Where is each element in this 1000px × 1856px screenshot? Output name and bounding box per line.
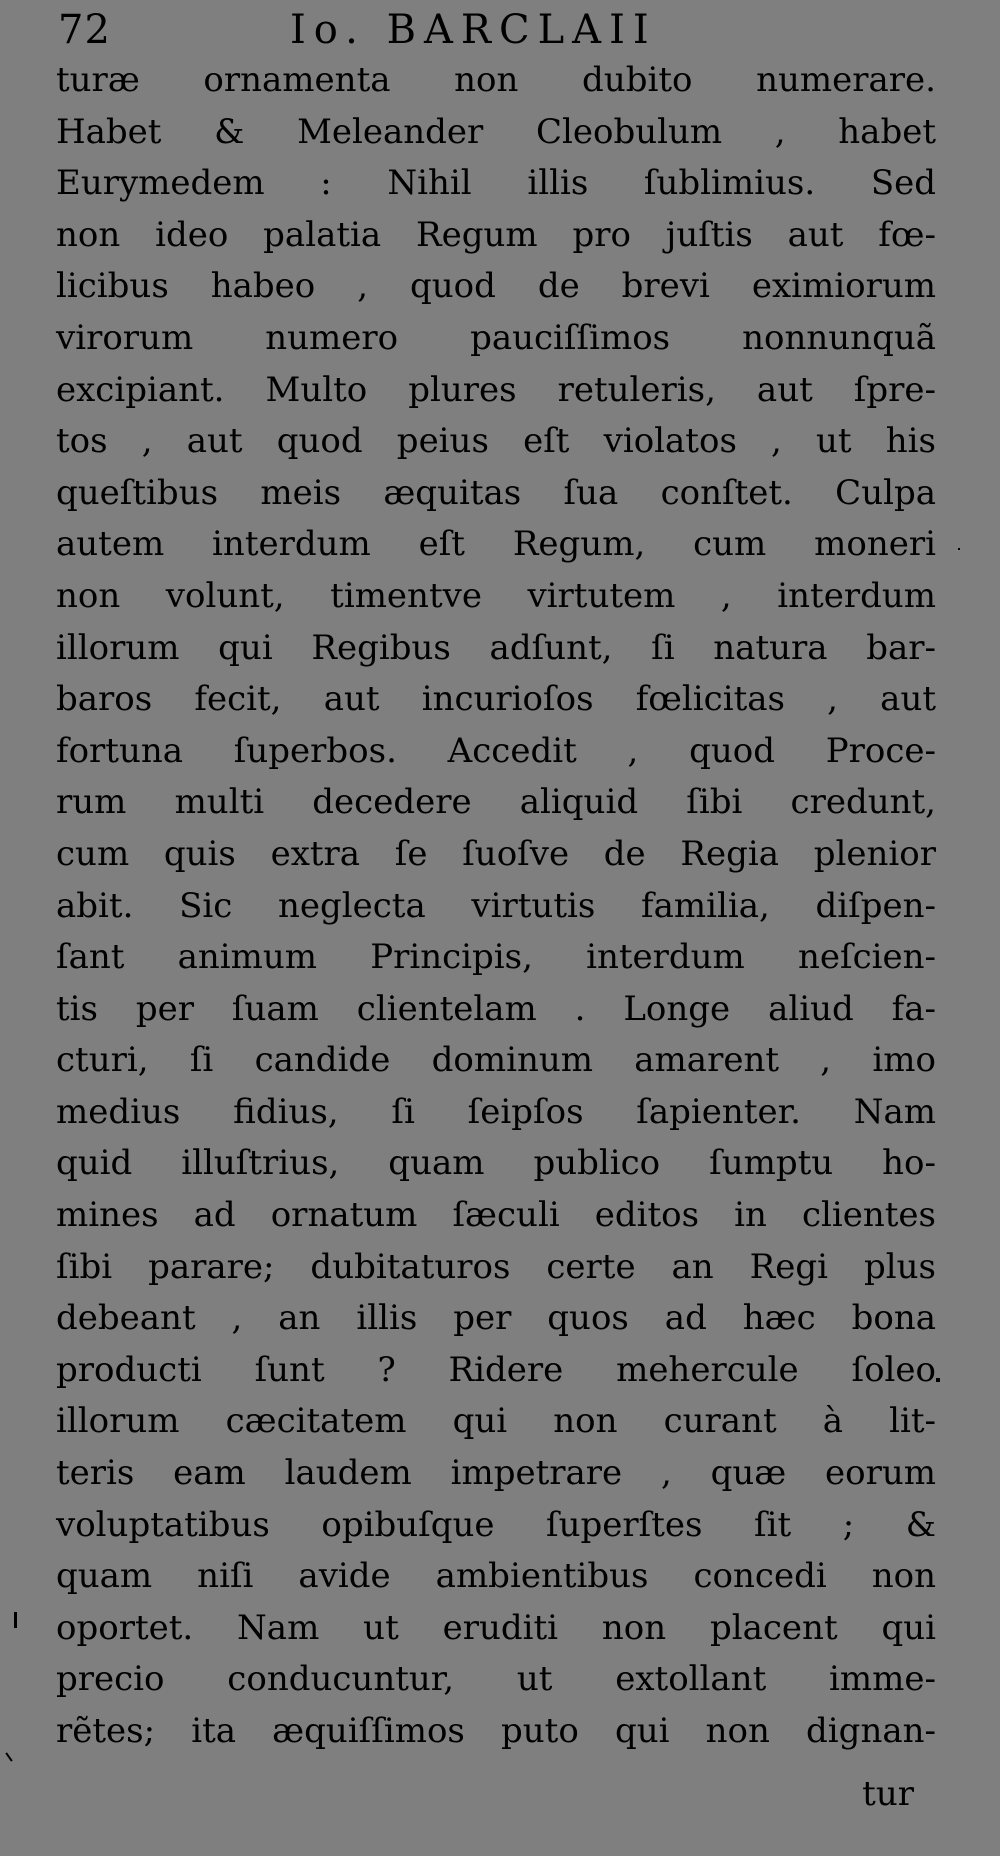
text-line: precio conducuntur, ut extollant imme- xyxy=(56,1659,936,1700)
text-line: Eurymedem : Nihil illis ſublimius. Sed xyxy=(56,163,936,204)
text-line: Habet & Meleander Cleobulum , habet xyxy=(56,111,936,152)
text-line: abit. Sic neglecta virtutis familia, diſpen- xyxy=(56,885,936,926)
text-line: tos , aut quod peius eſt violatos , ut his xyxy=(56,421,936,462)
text-line: voluptatibus opibuſque ſuperſtes ſit ; & xyxy=(56,1504,936,1545)
text-line: rẽtes; ita æquiſſimos puto qui non dignan- xyxy=(56,1711,936,1751)
text-line: debeant , an illis per quos ad hæc bona xyxy=(56,1298,936,1339)
text-line: turæ ornamenta non dubito numerare. xyxy=(56,60,936,100)
text-line: licibus habeo , quod de brevi eximiorum xyxy=(56,266,936,307)
text-line: producti ſunt ? Ridere mehercule ſoleo xyxy=(56,1349,936,1390)
body-text xyxy=(56,55,936,1758)
text-line: non ideo palatia Regum pro juſtis aut fœ- xyxy=(56,214,936,255)
text-line: cturi, ſi candide dominum amarent , imo xyxy=(56,1040,936,1081)
text-line: oportet. Nam ut eruditi non placent qui xyxy=(56,1607,936,1648)
margin-speck xyxy=(958,548,960,550)
running-head: Io. BARCLAII xyxy=(290,7,657,53)
text-line: quid illuſtrius, quam publico ſumptu ho- xyxy=(56,1143,936,1184)
text-line: fortuna ſuperbos. Accedit , quod Proce- xyxy=(56,730,936,771)
text-line: medius fidius, ſi ſeipſos ſapienter. Nam xyxy=(56,1091,936,1132)
text-line: quam niſi avide ambientibus concedi non xyxy=(56,1556,936,1597)
text-line: illorum qui Regibus adſunt, ſi natura bar- xyxy=(56,627,936,668)
text-line: baros fecit, aut incurioſos fœlicitas , aut xyxy=(56,679,936,720)
text-line: ſibi parare; dubitaturos certe an Regi plus xyxy=(56,1246,936,1287)
text-line: mines ad ornatum ſæculi editos in clientes xyxy=(56,1195,936,1236)
margin-speck xyxy=(14,1612,17,1628)
page-number: 72 xyxy=(58,7,111,53)
catchword: tur xyxy=(862,1774,914,1814)
text-line: teris eam laudem impetrare , quæ eorum xyxy=(56,1453,936,1494)
text-line: queſtibus meis æquitas ſua conſtet. Culpa xyxy=(56,472,936,513)
page-header xyxy=(58,4,938,56)
text-line: excipiant. Multo plures retuleris, aut ſpre- xyxy=(56,369,936,410)
margin-speck xyxy=(936,1378,940,1382)
text-line: tis per ſuam clientelam . Longe aliud fa- xyxy=(56,988,936,1029)
text-line: virorum numero pauciſſimos nonnunquã xyxy=(56,317,936,358)
text-line: non volunt, timentve virtutem , interdum xyxy=(56,575,936,616)
margin-speck xyxy=(5,1752,12,1761)
text-line: rum multi decedere aliquid ſibi credunt, xyxy=(56,782,936,823)
text-line: cum quis extra ſe ſuoſve de Regia plenior xyxy=(56,833,936,874)
text-line: ſant animum Principis, interdum neſcien- xyxy=(56,937,936,978)
text-line: illorum cæcitatem qui non curant à lit- xyxy=(56,1401,936,1442)
text-line: autem interdum eſt Regum, cum moneri xyxy=(56,524,936,565)
